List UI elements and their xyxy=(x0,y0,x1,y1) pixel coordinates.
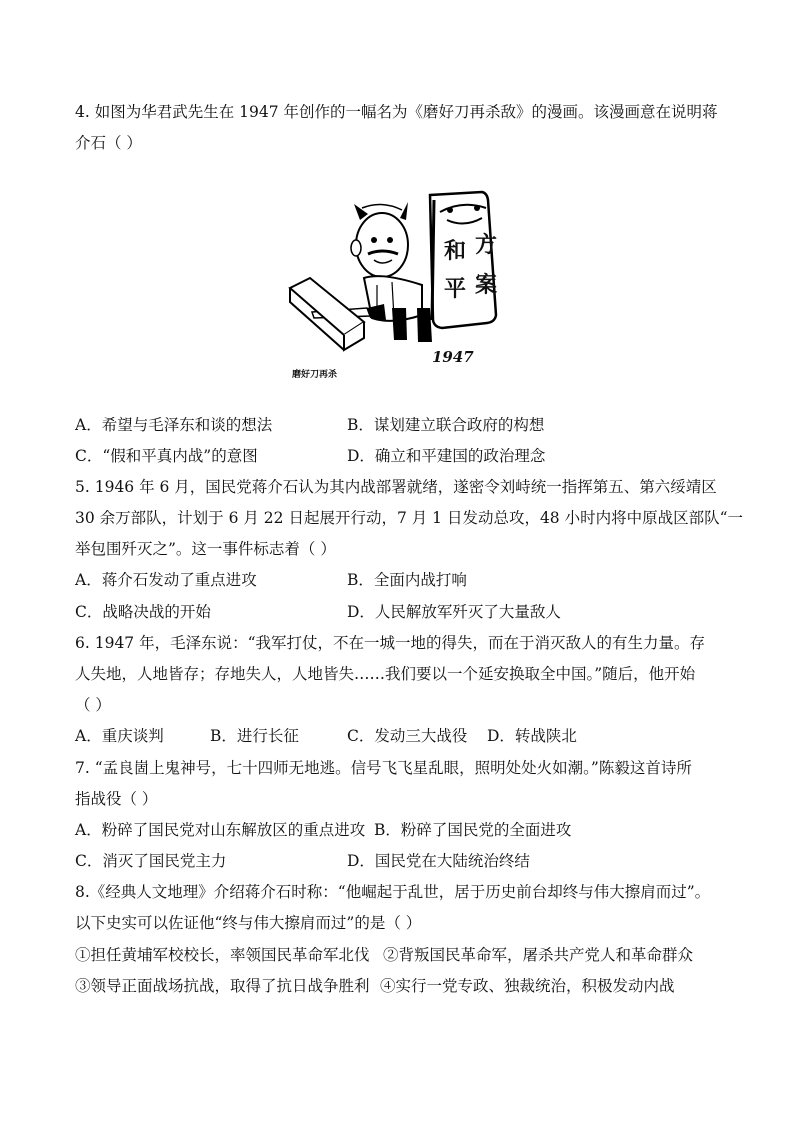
q6-stem-line2: 人失地，人地皆存；存地失人，人地皆失……我们要以一个延安换取全中国。”随后，他开始 xyxy=(75,665,696,683)
q8-item-1: ①担任黄埔军校校长，率领国民革命军北伐 xyxy=(75,946,370,964)
board-char-1: 方 xyxy=(475,233,498,258)
board-char-3: 案 xyxy=(475,273,498,298)
q4-option-d: D．确立和平建国的政治理念 xyxy=(347,447,546,465)
q5-option-c: C．战略决战的开始 xyxy=(75,603,211,621)
q7-option-d: D．国民党在大陆统治终结 xyxy=(347,852,530,870)
q7-stem-line1: 7. “孟良崮上鬼神号，七十四师无地逃。信号飞飞星乱眼，照明处处火如潮。”陈毅这首诗所 xyxy=(75,759,692,777)
q5-stem-line2: 30 余万部队，计划于 6 月 22 日起展开行动，7 月 1 日发动总攻，48 小时内将中原战区部队“一 xyxy=(75,509,744,527)
q5-option-d: D．人民解放军歼灭了大量敌人 xyxy=(347,603,561,621)
q6-stem-line1: 6. 1947 年，毛泽东说：“我军打仗，不在一城一地的得失，而在于消灭敌人的有生力量。存 xyxy=(75,634,706,652)
board-char-4: 平 xyxy=(444,277,467,302)
q5-option-a: A．蒋介石发动了重点进攻 xyxy=(75,571,257,589)
cartoon-year: 1947 xyxy=(432,348,474,366)
q8-item-2: ②背叛国民革命军，屠杀共产党人和革命群众 xyxy=(383,946,694,964)
cartoon-image xyxy=(282,190,512,380)
cartoon-caption: 磨好刀再杀 xyxy=(292,370,338,380)
q6-option-d: D．转战陕北 xyxy=(487,727,577,745)
q8-stem-line2: 以下史实可以佐证他“终与伟大擦肩而过”的是（ ） xyxy=(75,914,422,932)
q8-item-3: ③领导正面战场抗战，取得了抗日战争胜利 xyxy=(75,977,370,995)
q4-option-b: B．谋划建立联合政府的构想 xyxy=(347,416,545,434)
q8-stem-line1: 8.《经典人文地理》介绍蒋介石时称：“他崛起于乱世，居于历史前台却终与伟大擦肩而过”。 xyxy=(75,883,711,901)
q6-option-a: A．重庆谈判 xyxy=(75,727,164,745)
q5-stem-line3: 举包围歼灭之”。这一事件标志着（ ） xyxy=(75,540,336,558)
q7-option-c: C．消灭了国民党主力 xyxy=(75,852,227,870)
q5-stem-line1: 5. 1946 年 6 月，国民党蒋介石认为其内战部署就绪，遂密令刘峙统一指挥第五、第六绥靖区 xyxy=(75,478,717,496)
q7-option-a: A．粉碎了国民党对山东解放区的重点进攻 xyxy=(75,821,366,839)
q8-item-4: ④实行一党专政、独裁统治，积极发动内战 xyxy=(380,977,675,995)
q4-option-c: C．“假和平真内战”的意图 xyxy=(75,447,258,465)
board-char-2: 和 xyxy=(444,239,467,264)
q5-option-b: B．全面内战打响 xyxy=(347,571,467,589)
q7-stem-line2: 指战役（ ） xyxy=(75,790,158,808)
q7-option-b: B．粉碎了国民党的全面进攻 xyxy=(374,821,572,839)
q4-option-a: A．希望与毛泽东和谈的想法 xyxy=(75,416,273,434)
q6-option-c: C．发动三大战役 xyxy=(347,727,468,745)
q4-stem-line1: 4. 如图为华君武先生在 1947 年创作的一幅名为《磨好刀再杀敌》的漫画。该漫画意在说明蒋 xyxy=(75,103,718,121)
q4-stem-line2: 介石（ ） xyxy=(75,134,142,152)
q6-stem-line3: （ ） xyxy=(75,696,111,714)
q6-option-b: B．进行长征 xyxy=(210,727,299,745)
